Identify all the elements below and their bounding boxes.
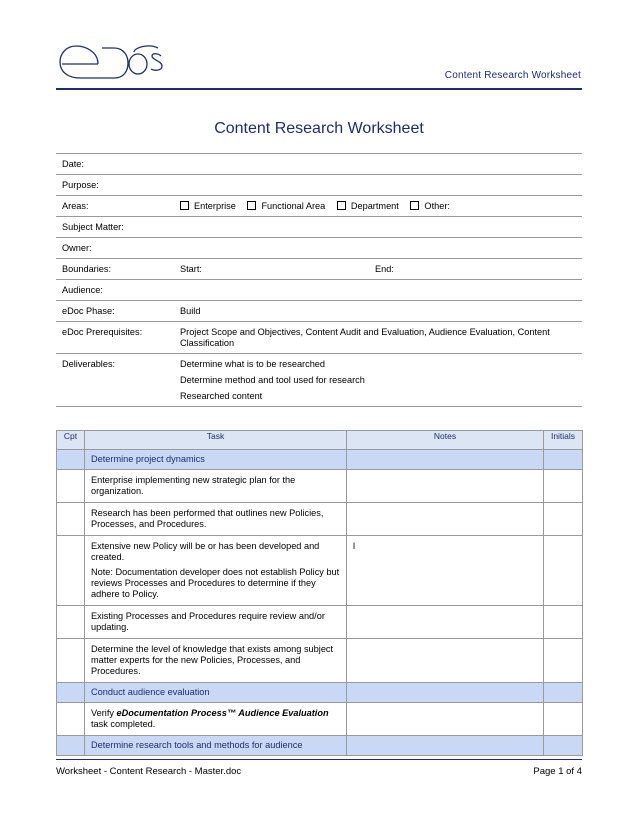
section-title: Conduct audience evaluation [85,683,347,703]
table-row [57,536,583,606]
section-row [57,736,583,756]
audience-value[interactable] [180,280,582,300]
task-table [56,430,583,756]
boundaries-row [56,259,582,280]
audience-label: Audience: [62,285,103,295]
end-label: End: [375,264,394,274]
footer-filename: Worksheet - Content Research - Master.doc [56,766,242,777]
col-initials: Initials [544,431,583,450]
subject-row [56,217,582,238]
cpt-cell[interactable] [57,703,85,736]
header-doc-name: Content Research Worksheet [444,70,581,81]
table-row [57,639,583,683]
notes-cell[interactable] [347,683,544,703]
table-row [57,470,583,503]
phase-label: eDoc Phase: [62,306,115,316]
areas-label: Areas: [62,201,89,211]
notes-cell[interactable] [347,450,544,470]
notes-cell[interactable] [347,503,544,536]
initials-cell[interactable] [544,470,583,503]
cpt-cell[interactable] [57,450,85,470]
areas-options [180,196,582,216]
initials-cell[interactable] [544,503,583,536]
notes-cell[interactable]: l [347,536,544,606]
notes-cell[interactable] [347,470,544,503]
purpose-value[interactable] [180,175,582,195]
checkbox-icon[interactable] [410,201,419,210]
phase-row [56,301,582,322]
areas-row [56,196,582,217]
info-table [56,153,582,407]
owner-value[interactable] [180,238,582,258]
purpose-row [56,175,582,196]
subject-label: Subject Matter: [62,222,124,232]
section-row [57,450,583,470]
table-row [57,703,583,736]
logo-text: eDocs [58,44,61,45]
table-row [57,503,583,536]
col-notes: Notes [347,431,544,450]
checkbox-icon[interactable] [337,201,346,210]
task-cell: Determine the level of knowledge that exists among subject matter experts for the new Policies, Processes, and Procedures. [85,639,347,683]
boundaries-value [180,259,582,279]
cpt-cell[interactable] [57,536,85,606]
date-value[interactable] [180,154,582,174]
task-cell: Research has been performed that outlines new Policies, Processes, and Procedures. [85,503,347,536]
notes-cell[interactable] [347,606,544,639]
cpt-cell[interactable] [57,503,85,536]
prereq-value: Project Scope and Objectives, Content Audit and Evaluation, Audience Evaluation, Content Classification [180,327,550,348]
task-table-header [57,431,583,450]
task-cell [85,536,347,606]
initials-cell[interactable] [544,536,583,606]
section-title: Determine project dynamics [85,450,347,470]
deliverables-row [56,354,582,407]
initials-cell[interactable] [544,606,583,639]
cpt-cell[interactable] [57,606,85,639]
process-name: eDocumentation Process™ Audience Evaluation [116,708,329,718]
col-task: Task [85,431,347,450]
task-note: Note: Documentation developer does not establish Policy but reviews Processes and Procedures to determine if they adhere to Policy. [91,567,340,599]
cpt-cell[interactable] [57,736,85,756]
area-option-department[interactable]: Department [337,201,399,211]
boundaries-label: Boundaries: [62,264,112,274]
date-row [56,154,582,175]
purpose-label: Purpose: [62,180,99,190]
audience-row [56,280,582,301]
task-cell: Enterprise implementing new strategic plan for the organization. [85,470,347,503]
phase-value: Build [180,306,201,316]
initials-cell[interactable] [544,450,583,470]
footer-rule [56,759,582,760]
deliverables-label: Deliverables: [62,359,116,369]
edocs-logo [58,44,172,80]
page-title: Content Research Worksheet [214,120,424,137]
prereq-label: eDoc Prerequisites: [62,327,143,337]
task-cell: Existing Processes and Procedures require review and/or updating. [85,606,347,639]
initials-cell[interactable] [544,639,583,683]
area-option-functional-area[interactable]: Functional Area [247,201,325,211]
owner-label: Owner: [62,243,92,253]
deliverable-item: Determine method and tool used for research [180,375,365,385]
notes-cell[interactable] [347,639,544,683]
cpt-cell[interactable] [57,470,85,503]
task-cell: Verify eDocumentation Process™ Audience Evaluation task completed. [85,703,347,736]
table-row [57,606,583,639]
area-option-enterprise[interactable]: Enterprise [180,201,236,211]
col-cpt: Cpt [57,431,85,450]
section-row [57,683,583,703]
section-title: Determine research tools and methods for audience [85,736,347,756]
checkbox-icon[interactable] [247,201,256,210]
date-label: Date: [62,159,84,169]
deliverables-list [180,354,582,406]
task-text: Extensive new Policy will be or has been developed and created. [91,541,320,562]
footer-page-number: Page 1 of 4 [533,766,582,777]
prereq-row [56,322,582,354]
owner-row [56,238,582,259]
area-option-other[interactable]: Other: [410,201,450,211]
initials-cell[interactable] [544,736,583,756]
start-label: Start: [180,264,202,274]
header-rule [56,88,582,90]
cpt-cell[interactable] [57,639,85,683]
checkbox-icon[interactable] [180,201,189,210]
notes-cell[interactable] [347,736,544,756]
subject-value[interactable] [180,217,582,237]
initials-cell[interactable] [544,703,583,736]
notes-cell[interactable] [347,703,544,736]
deliverable-item: Researched content [180,391,263,401]
cpt-cell[interactable] [57,683,85,703]
deliverable-item: Determine what is to be researched [180,359,326,369]
initials-cell[interactable] [544,683,583,703]
